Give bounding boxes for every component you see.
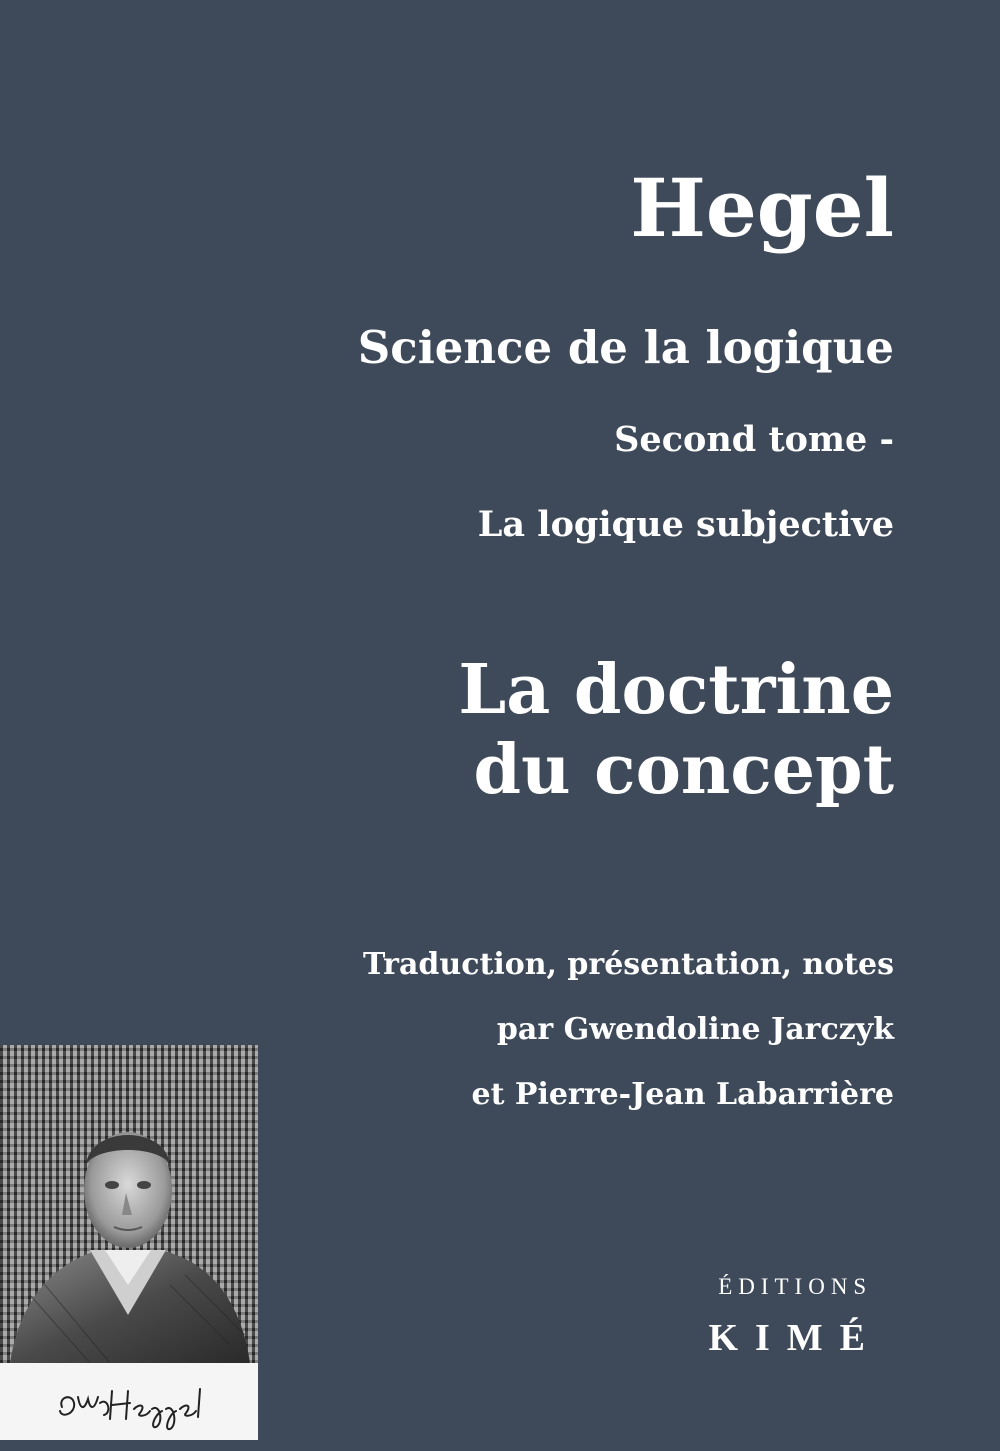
author-name: Hegel: [630, 161, 894, 255]
credits-line-1: Traduction, présentation, notes: [363, 947, 894, 982]
portrait-engraving: [0, 1045, 258, 1363]
portrait-signature: [0, 1363, 258, 1440]
publisher-editions: ÉDITIONS: [718, 1274, 873, 1299]
volume-subtitle: La logique subjective: [477, 504, 894, 545]
publisher-name: KIMÉ: [708, 1317, 882, 1359]
main-title-line-1: La doctrine: [458, 650, 894, 730]
publisher-logo: [708, 1270, 882, 1364]
portrait-figure-icon: [0, 1045, 258, 1363]
volume-label: Second tome -: [614, 419, 894, 460]
credits-line-2: par Gwendoline Jarczyk: [496, 1012, 894, 1047]
credits-line-3: et Pierre-Jean Labarrière: [471, 1077, 894, 1112]
main-title-line-2: du concept: [473, 730, 894, 810]
main-title: [458, 650, 894, 810]
hegel-portrait: [0, 1045, 258, 1440]
series-title: Science de la logique: [357, 321, 894, 374]
signature-icon: [0, 1363, 258, 1440]
